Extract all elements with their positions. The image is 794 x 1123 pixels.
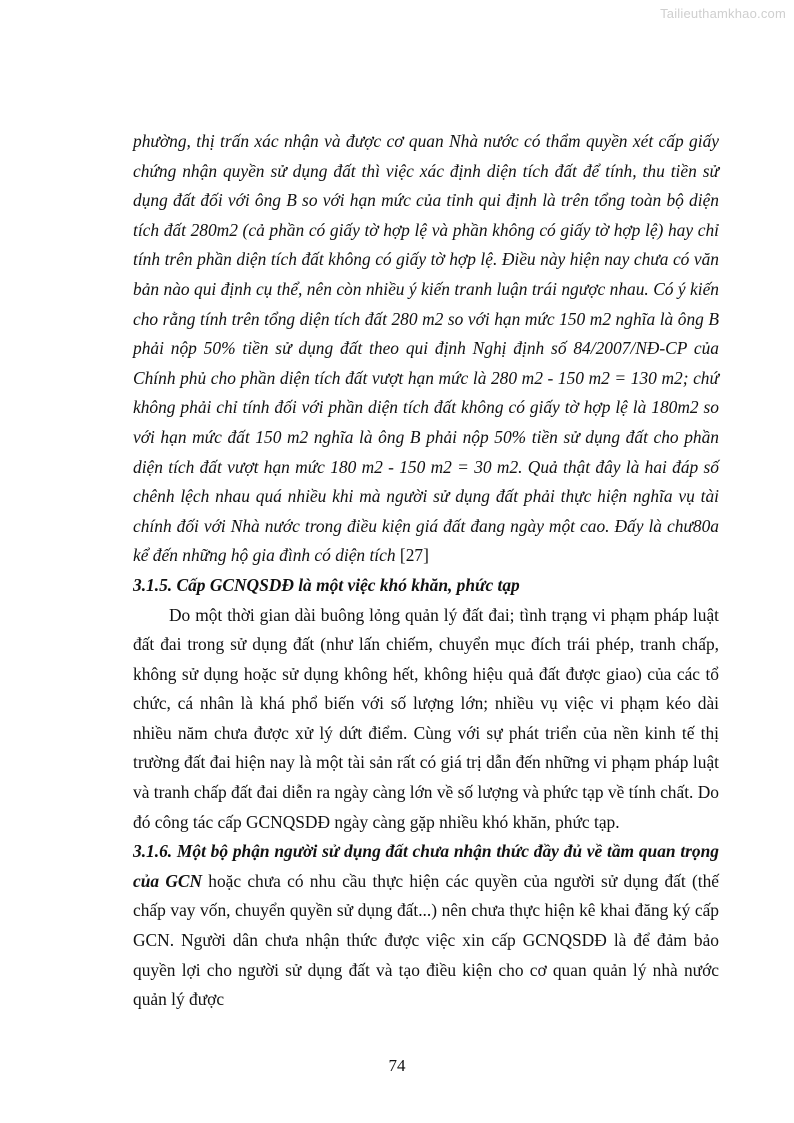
section-heading-3-1-5: 3.1.5. Cấp GCNQSDĐ là một việc khó khăn, phức tạp [133, 574, 520, 595]
paragraph-text: phường, thị trấn xác nhận và được cơ quan Nhà nước có thẩm quyền xét cấp giấy chứng nhận quyền sử dụng đất thì việc xác định diện tích đất để tính, thu tiền sử dụng đất đối với ông B so với hạn mức của tỉnh qui định là trên tổng toàn bộ diện tích đất 280m2 (cả phần có giấy tờ hợp lệ và phần không có giấy tờ hợp lệ) hay chỉ tính trên phần diện tích đất không có giấy tờ hợp lệ. Điều này hiện nay chưa có văn bản nào qui định cụ thể, nên còn nhiều ý kiến tranh luận trái ngược nhau. Có ý kiến cho rằng tính trên tổng diện tích đất 280 m2 so với hạn mức 150 m2 nghĩa là ông B phải nộp 50% tiền sử dụng đất theo qui định Nghị định số 84/2007/NĐ-CP của Chính phủ cho phần diện tích đất vượt hạn mức là 280 m2 - 150 m2 = 130 m2; chứ không phải chỉ tính đối với phần diện tích đất không có giấy tờ hợp lệ là 180m2 so với hạn mức đất 150 m2 nghĩa là ông B phải nộp 50% tiền sử dụng đất cho phần diện tích đất vượt hạn mức 180 m2 - 150 m2 = 30 m2. Quả thật đây là hai đáp số chênh lệch nhau quá nhiều khi mà người sử dụng đất phải thực hiện nghĩa vụ tài chính đối với Nhà nước trong điều kiện giá đất đang ngày một cao. Đấy là chư80a kể đến những hộ gia đình có diện tích [133, 131, 719, 566]
citation-reference: [27] [395, 545, 429, 566]
page-number: 74 [388, 1056, 406, 1075]
document-body [133, 127, 719, 1015]
section-body-3-1-6: hoặc chưa có nhu cầu thực hiện các quyền của người sử dụng đất (thế chấp vay vốn, chuyển quyền sử dụng đất...) nên chưa thực hiện kê khai đăng ký cấp GCN. Người dân chưa nhận thức được việc xin cấp GCNQSDĐ là để đảm bảo quyền lợi cho người sử dụng đất và tạo điều kiện cho cơ quan quản lý nhà nước quản lý được [133, 870, 719, 1010]
section-3-1-6 [133, 837, 719, 1015]
section-body-3-1-5: Do một thời gian dài buông lỏng quản lý đất đai; tình trạng vi phạm pháp luật đất đai trong sử dụng đất (như lấn chiếm, chuyển mục đích trái phép, tranh chấp, không sử dụng hoặc sử dụng không hết, không hiệu quả đất được giao) của các tổ chức, cá nhân là khá phổ biến với số lượng lớn; nhiều vụ việc vi phạm kéo dài nhiều năm chưa được xử lý dứt điểm. Cùng với sự phát triển của nền kinh tế thị trường đất đai hiện nay là một tài sản rất có giá trị dẫn đến những vi phạm pháp luật và tranh chấp đất đai diễn ra ngày càng lớn về số lượng và phức tạp về tính chất. Do đó công tác cấp GCNQSDĐ ngày càng gặp nhiều khó khăn, phức tạp. [133, 604, 719, 832]
section-heading-3-1-6: 3.1.6. Một bộ phận người sử dụng đất chưa nhận thức đầy đủ về tầm quan trọng của GCN [133, 841, 719, 891]
paragraph-continuation [133, 127, 719, 571]
watermark-text: Tailieuthamkhao.com [660, 6, 786, 21]
